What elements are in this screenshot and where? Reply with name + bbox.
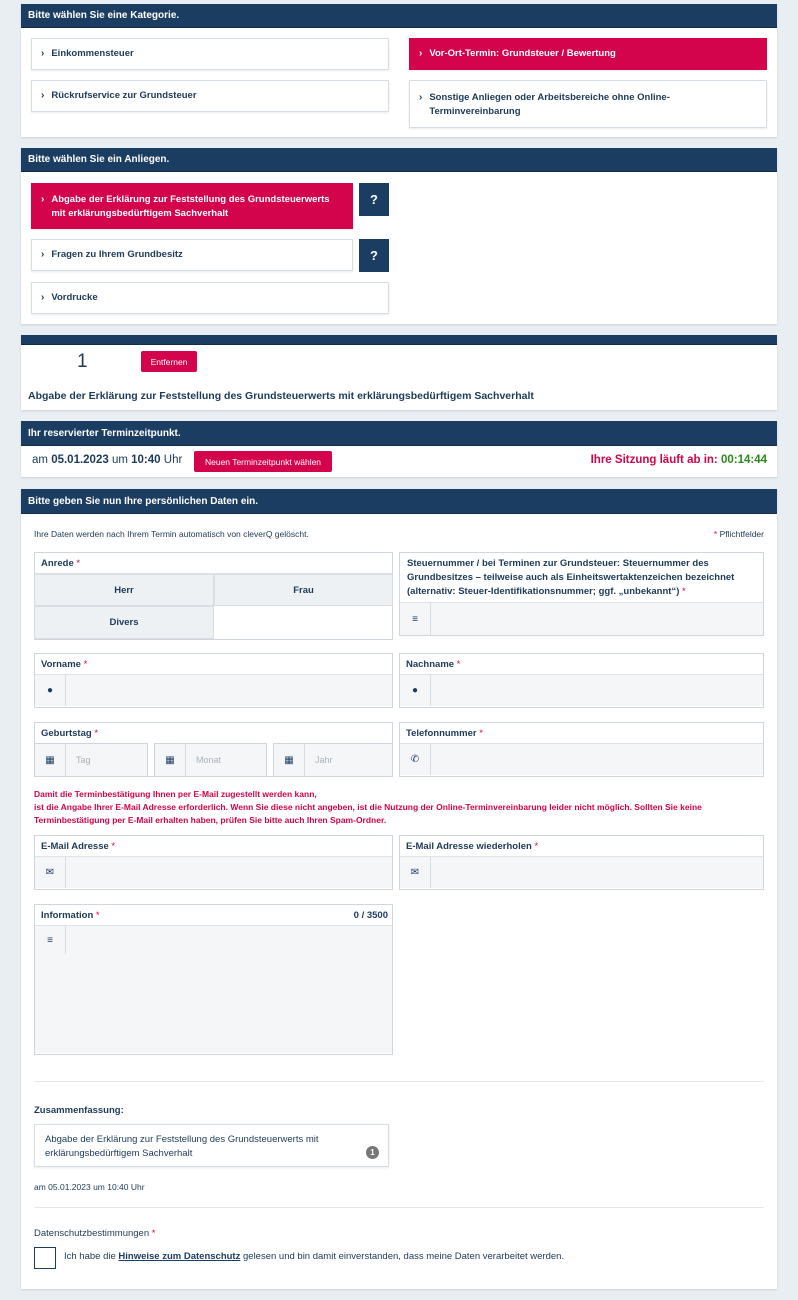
concern-label: Fragen zu Ihrem Grundbesitz xyxy=(51,249,183,260)
privacy-text-before: Ich habe die xyxy=(64,1251,116,1262)
privacy-checkbox[interactable] xyxy=(34,1247,56,1269)
summary-item: Abgabe der Erklärung zur Feststellung des Grundsteuerwerts mit erklärungsbedürftigem Sachverhalt xyxy=(45,1134,319,1159)
selection-header-bar xyxy=(21,335,777,345)
vorname-label-text: Vorname xyxy=(41,658,81,670)
help-button-abgabe[interactable] xyxy=(359,183,389,216)
personal-header-text: Bitte geben Sie nun Ihre persönlichen Daten ein. xyxy=(28,495,259,507)
req-mark: * xyxy=(682,586,686,597)
steuernummer-label-text: Steuernummer / bei Terminen zur Grundsteuer: Steuernummer des Grundbesitzes – teilweise auch als Einheitswertaktenzeichen bezeichnet (alternativ: Steuer-Identifikationsnummer; ggf. „unbekannt“) xyxy=(407,558,735,597)
email-repeat-input[interactable] xyxy=(431,857,763,888)
calendar-icon: ▦ xyxy=(274,744,305,776)
req-mark: * xyxy=(534,840,539,852)
divider xyxy=(34,1207,764,1208)
information-input-row xyxy=(35,926,392,1053)
phone-icon: ✆ xyxy=(400,744,431,775)
category-panel xyxy=(21,4,777,137)
summary-datetime: am 05.01.2023 um 10:40 Uhr xyxy=(34,1182,145,1192)
concern-header xyxy=(21,148,777,172)
category-header xyxy=(21,4,777,28)
appointment-datetime xyxy=(32,454,182,466)
geburtstag-tag xyxy=(34,743,148,777)
chevron-right-icon: › xyxy=(41,90,45,101)
uhr-text: Uhr xyxy=(163,454,183,466)
envelope-icon: ✉ xyxy=(35,857,66,888)
email-repeat-field xyxy=(399,835,764,890)
chevron-right-icon: › xyxy=(41,292,45,303)
email-input[interactable] xyxy=(66,857,392,888)
calendar-icon: ▦ xyxy=(155,744,186,776)
selection-count: 1 xyxy=(77,351,88,372)
email-repeat-label-text: E-Mail Adresse wiederholen xyxy=(406,840,532,852)
category-einkommensteuer[interactable] xyxy=(31,38,389,70)
remove-button[interactable]: Entfernen xyxy=(141,351,197,372)
session-timer xyxy=(591,454,767,466)
session-label: Ihre Sitzung läuft ab in: xyxy=(590,454,718,466)
privacy-text xyxy=(64,1251,564,1262)
anrede-label-text: Anrede xyxy=(41,557,74,569)
concern-fragen-grundbesitz[interactable] xyxy=(31,239,353,271)
anrede-herr[interactable]: Herr xyxy=(34,574,214,606)
email-warning-line-1: Damit die Terminbestätigung Ihnen per E-Mail zugestellt werden kann, xyxy=(34,789,317,799)
geburtstag-monat xyxy=(154,743,267,777)
nachname-input-row xyxy=(400,675,763,706)
req-mark: * xyxy=(95,909,100,921)
req-mark: * xyxy=(94,728,99,739)
calendar-icon: ▦ xyxy=(35,744,66,776)
req-mark: * xyxy=(713,529,718,539)
envelope-icon: ✉ xyxy=(400,857,431,888)
information-field xyxy=(34,904,393,1055)
session-time: 00:14:44 xyxy=(720,454,767,466)
help-button-fragen[interactable] xyxy=(359,239,389,272)
am-text: am xyxy=(32,454,48,466)
personal-data-panel xyxy=(21,489,777,1289)
appointment-time: 10:40 xyxy=(131,454,161,466)
summary-card xyxy=(34,1124,389,1167)
privacy-link[interactable]: Hinweise zum Datenschutz xyxy=(118,1251,241,1262)
privacy-text-after: gelesen und bin damit einverstanden, dass meine Daten verarbeitet werden. xyxy=(243,1251,565,1262)
chevron-right-icon: › xyxy=(419,92,423,103)
user-icon: ● xyxy=(400,675,431,706)
text-lines-icon: ≡ xyxy=(400,603,431,635)
concern-label: Vordrucke xyxy=(51,292,98,303)
email-warning-line-2: ist die Angabe Ihrer E-Mail Adresse erforderlich. Wenn Sie diese nicht angeben, ist die Nutzung der Online-Terminvereinbarung leider nicht möglich. Sollten Sie keine Terminbestätigung per E-Mail erhalten haben, prüfen Sie bitte auch Ihren Spam-Ordner. xyxy=(34,802,702,825)
nachname-field xyxy=(399,653,764,708)
nachname-input[interactable] xyxy=(431,675,763,706)
anrede-label xyxy=(35,553,392,574)
divider xyxy=(34,1081,764,1082)
vorname-field xyxy=(34,653,393,708)
change-time-button[interactable]: Neuen Terminzeitpunkt wählen xyxy=(194,451,332,472)
category-label: Vor-Ort-Termin: Grundsteuer / Bewertung xyxy=(429,48,616,59)
privacy-label-text: Datenschutzbestimmungen xyxy=(34,1228,150,1239)
req-mark: * xyxy=(151,1228,156,1239)
information-label xyxy=(35,905,392,926)
category-label: Einkommensteuer xyxy=(51,48,134,59)
category-label: Rückrufservice zur Grundsteuer xyxy=(51,90,197,101)
chevron-right-icon: › xyxy=(419,48,423,59)
selection-panel xyxy=(21,335,777,410)
email-input-row xyxy=(35,857,392,888)
help-label: ? xyxy=(370,248,378,263)
req-mark: * xyxy=(456,658,461,670)
req-mark: * xyxy=(76,557,81,569)
geburtstag-label xyxy=(35,723,392,744)
vorname-input-row xyxy=(35,675,392,706)
appointment-header xyxy=(21,421,777,446)
email-repeat-input-row xyxy=(400,857,763,888)
vorname-input[interactable] xyxy=(66,675,392,706)
chevron-right-icon: › xyxy=(41,48,45,59)
information-counter: 0 / 3500 xyxy=(353,909,388,921)
jahr-input[interactable]: Jahr xyxy=(305,744,392,776)
telefon-label xyxy=(400,723,763,744)
help-label: ? xyxy=(370,192,378,207)
steuernummer-input-row xyxy=(400,603,763,635)
category-vor-ort-termin[interactable] xyxy=(409,38,767,70)
telefon-label-text: Telefonnummer xyxy=(406,727,477,739)
appointment-date: 05.01.2023 xyxy=(51,454,109,466)
req-mark: * xyxy=(83,658,88,670)
concern-label: Abgabe der Erklärung zur Feststellung des Grundsteuerwerts mit erklärungsbedürftigem Sachverhalt xyxy=(51,194,330,219)
nachname-label-text: Nachname xyxy=(406,658,455,670)
category-header-text: Bitte wählen Sie eine Kategorie. xyxy=(28,10,180,21)
user-icon: ● xyxy=(35,675,66,706)
monat-input[interactable]: Monat xyxy=(186,744,266,776)
chevron-right-icon: › xyxy=(41,249,45,260)
concern-abgabe-erklaerung[interactable] xyxy=(31,183,353,229)
telefon-input[interactable] xyxy=(431,744,763,775)
required-note xyxy=(714,529,764,539)
email-label xyxy=(35,836,392,857)
anrede-divers[interactable]: Divers xyxy=(34,606,214,639)
category-rueckrufservice[interactable] xyxy=(31,80,389,112)
chevron-right-icon: › xyxy=(41,194,45,205)
category-sonstige[interactable] xyxy=(409,80,767,128)
concern-header-text: Bitte wählen Sie ein Anliegen. xyxy=(28,154,170,165)
steuernummer-field xyxy=(399,552,764,636)
req-mark: * xyxy=(111,840,116,852)
nachname-label xyxy=(400,654,763,675)
email-warning xyxy=(34,788,769,827)
telefon-field xyxy=(399,722,764,777)
req-mark: * xyxy=(479,727,483,739)
personal-header xyxy=(21,489,777,514)
summary-badge: 1 xyxy=(366,1146,379,1159)
concern-panel xyxy=(21,148,777,324)
telefon-input-row xyxy=(400,744,763,775)
summary-label: Zusammenfassung: xyxy=(34,1105,124,1116)
steuernummer-input[interactable] xyxy=(431,603,763,635)
concern-vordrucke[interactable] xyxy=(31,282,389,314)
information-label-text: Information xyxy=(41,909,94,921)
steuernummer-label xyxy=(400,553,763,603)
um-text: um xyxy=(111,454,128,466)
appointment-panel xyxy=(21,421,777,477)
required-note-text: Pflichtfelder xyxy=(719,529,764,539)
category-label: Sonstige Anliegen oder Arbeitsbereiche ohne Online-Terminvereinbarung xyxy=(429,92,670,117)
appointment-header-text: Ihr reservierter Terminzeitpunkt. xyxy=(28,427,181,439)
email-repeat-label xyxy=(400,836,763,857)
geburtstag-label-text: Geburtstag xyxy=(41,728,92,739)
text-lines-icon: ≡ xyxy=(35,926,66,954)
data-notice: Ihre Daten werden nach Ihrem Termin automatisch von cleverQ gelöscht. xyxy=(34,529,309,539)
tag-input[interactable]: Tag xyxy=(66,744,147,776)
selection-title: Abgabe der Erklärung zur Feststellung des Grundsteuerwerts mit erklärungsbedürftigem Sachverhalt xyxy=(28,390,534,402)
vorname-label xyxy=(35,654,392,675)
privacy-label xyxy=(34,1228,155,1239)
anrede-frau[interactable]: Frau xyxy=(214,574,393,606)
email-label-text: E-Mail Adresse xyxy=(41,840,109,852)
email-field xyxy=(34,835,393,890)
geburtstag-jahr xyxy=(273,743,393,777)
